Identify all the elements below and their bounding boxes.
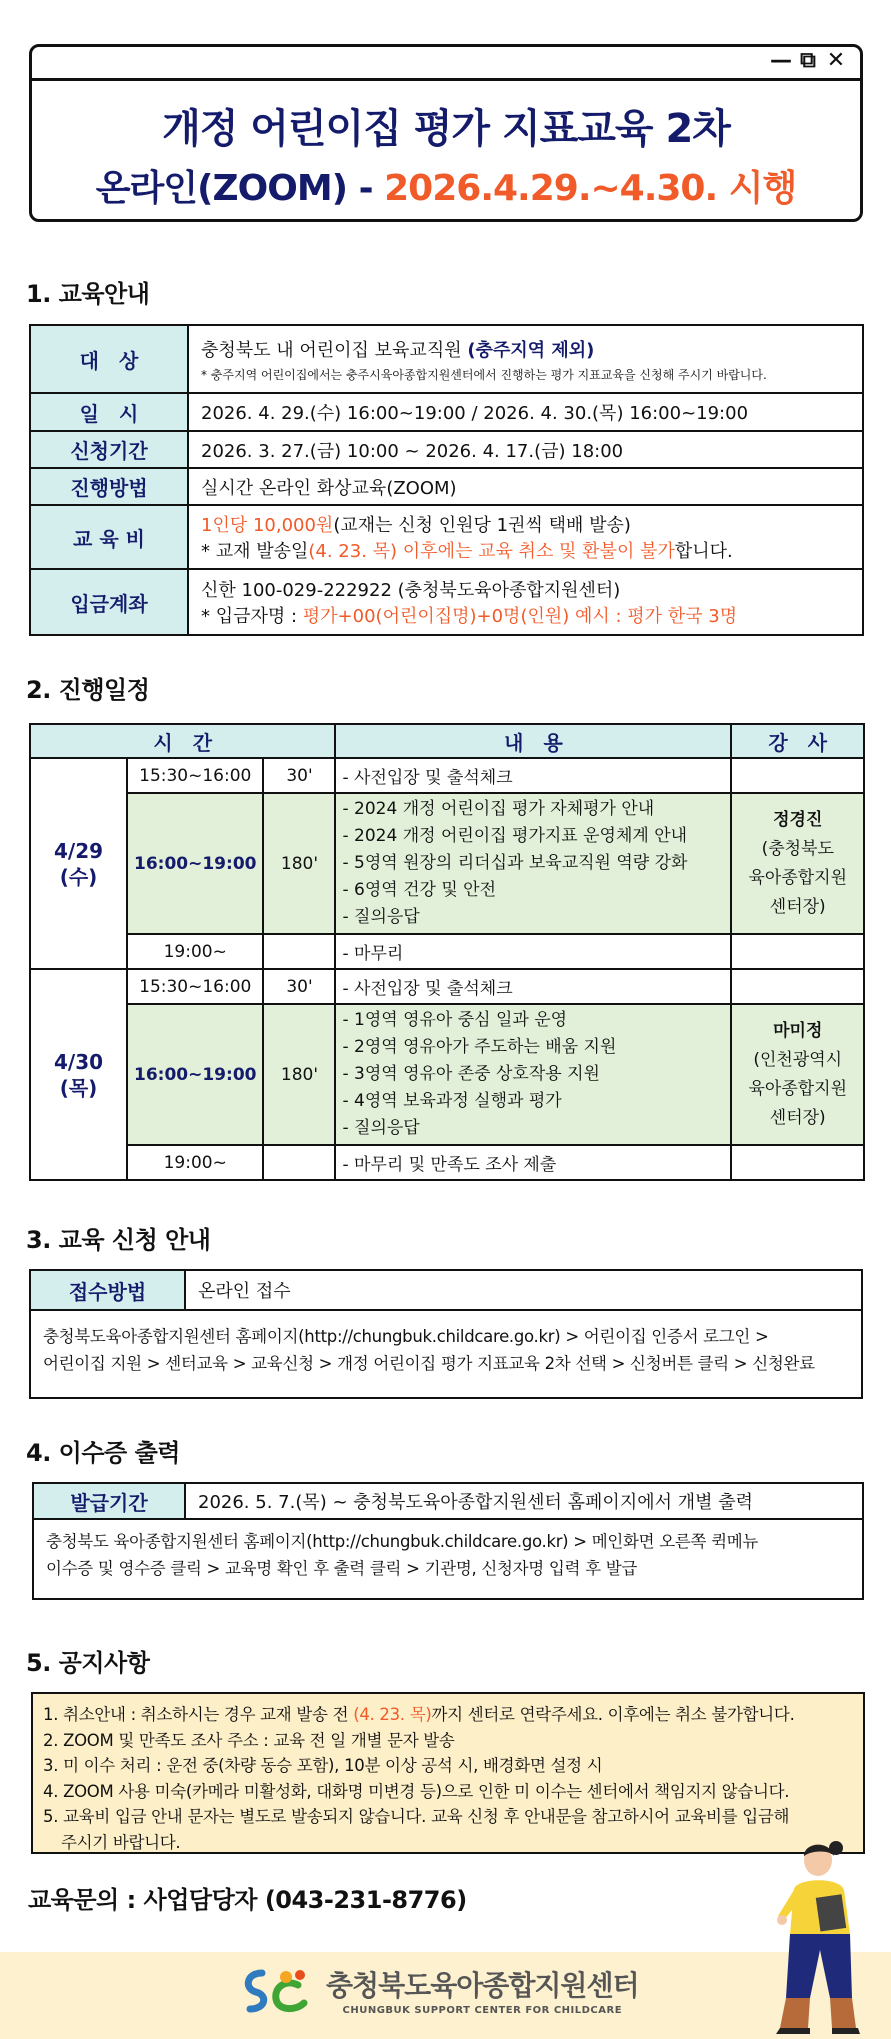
day1-date xyxy=(30,758,127,969)
day2-r1-content: - 사전입장 및 출석체크 xyxy=(335,969,731,1004)
notice-item xyxy=(43,1702,853,1728)
instructor-name: 마미정 xyxy=(773,1020,823,1041)
list-item: - 1영역 영유아 중심 일과 운영 xyxy=(342,1010,568,1030)
page-title: 개정 어린이집 평가 지표교육 2차 xyxy=(162,106,730,152)
section5-heading: 5. 공지사항 xyxy=(26,1649,150,1677)
day1-r1-min: 30' xyxy=(263,758,335,793)
section3-heading: 3. 교육 신청 안내 xyxy=(26,1226,211,1254)
page-subtitle xyxy=(32,160,860,211)
list-item: - 5영역 원장의 리더십과 보육교직원 역량 강화 xyxy=(342,853,688,873)
list-item: - 2024 개정 어린이집 평가지표 운영체계 안내 xyxy=(342,826,688,846)
list-item: - 2024 개정 어린이집 평가 자체평가 안내 xyxy=(342,799,655,819)
notice-1a: 1. 취소안내 : 취소하시는 경우 교재 발송 전 xyxy=(43,1705,354,1724)
certificate-steps-line1: 충청북도 육아종합지원센터 홈페이지(http://chungbuk.childcare.go.kr) > 메인화면 오른쪽 퀵메뉴 xyxy=(46,1532,759,1551)
day1-r1-instructor xyxy=(731,758,864,793)
day2-r1-instructor xyxy=(731,969,864,1004)
day2-r1-time: 15:30~16:00 xyxy=(127,969,263,1004)
day2-date-text: 4/30 xyxy=(53,1049,104,1074)
day2-instructor xyxy=(731,1004,864,1145)
schedule-row xyxy=(30,1145,864,1180)
restore-icon[interactable]: ⧉ xyxy=(800,48,816,73)
notice-item: 5. 교육비 입금 안내 문자는 별도로 발송되지 않습니다. 교육 신청 후 안내문을 참고하시어 교육비를 입금해 xyxy=(43,1807,790,1826)
window-title-bar xyxy=(32,47,860,81)
day2-r3-content: - 마무리 및 만족도 조사 제출 xyxy=(335,1145,731,1180)
day1-weekday: (수) xyxy=(59,864,98,889)
certificate-steps-line2: 이수증 및 영수증 클릭 > 교육명 확인 후 출력 클릭 > 기관명, 신청자명 입력 후 발급 xyxy=(46,1559,637,1578)
info-row-fee xyxy=(30,505,863,569)
list-item: - 질의응답 xyxy=(342,1118,420,1138)
instructor-org: 육아종합지원 xyxy=(748,1078,848,1099)
fee-note-b: (4. 23. 목) 이후에는 교육 취소 및 환불이 불가 xyxy=(308,541,675,562)
day1-r1-content: - 사전입장 및 출석체크 xyxy=(335,758,731,793)
schedule-row xyxy=(30,1004,864,1145)
day2-r2-min: 180' xyxy=(263,1004,335,1145)
fee-note-c: 합니다. xyxy=(674,541,733,562)
education-info-table xyxy=(29,324,864,636)
target-label: 대 상 xyxy=(30,325,188,393)
schedule-row xyxy=(30,758,864,793)
target-note: * 충주지역 어린이집에서는 충주시육아종합지원센터에서 진행하는 평가 지표교육을 신청해 주시기 바랍니다. xyxy=(201,367,767,382)
date-label: 일 시 xyxy=(30,393,188,431)
info-row-target xyxy=(30,325,863,393)
instructor-org: 육아종합지원 xyxy=(748,867,848,888)
header-time: 시 간 xyxy=(30,724,335,758)
day2-r3-time: 19:00~ xyxy=(127,1145,263,1180)
notice-1c: 까지 센터로 연락주세요. 이후에는 취소 불가합니다. xyxy=(431,1705,795,1724)
certificate-value: 2026. 5. 7.(목) ~ 충청북도육아종합지원센터 홈페이지에서 개별 출력 xyxy=(198,1492,753,1513)
schedule-row xyxy=(30,969,864,1004)
apply-value: 2026. 3. 27.(금) 10:00 ~ 2026. 4. 17.(금) 18:00 xyxy=(188,431,863,468)
fee-desc: (교재는 신청 인원당 1권씩 택배 발송) xyxy=(333,515,631,536)
day2-r1-min: 30' xyxy=(263,969,335,1004)
notice-1b: (4. 23. 목) xyxy=(353,1705,432,1724)
list-item: - 6영역 건강 및 안전 xyxy=(342,880,497,900)
day1-r1-time: 15:30~16:00 xyxy=(127,758,263,793)
apply-method-label: 접수방법 xyxy=(31,1271,186,1309)
day2-r2-content xyxy=(335,1004,731,1145)
minimize-icon[interactable]: — xyxy=(770,48,792,73)
fee-note-a: * 교재 발송일 xyxy=(201,541,309,562)
close-icon[interactable]: ✕ xyxy=(826,48,846,73)
target-value xyxy=(188,325,863,393)
day2-r3-instructor xyxy=(731,1145,864,1180)
day1-date-text: 4/29 xyxy=(53,838,104,863)
account-label: 입금계좌 xyxy=(30,569,188,635)
notice-item: 4. ZOOM 사용 미숙(카메라 미활성화, 대화명 미변경 등)으로 인한 미 이수는 센터에서 책임지지 않습니다. xyxy=(43,1781,790,1801)
day2-date xyxy=(30,969,127,1180)
day2-r2-time: 16:00~19:00 xyxy=(127,1004,263,1145)
logo-mark-icon xyxy=(238,1965,316,2015)
apply-method-head xyxy=(31,1271,861,1311)
info-row-apply xyxy=(30,431,863,468)
method-value: 실시간 온라인 화상교육(ZOOM) xyxy=(188,468,863,505)
fee-amount: 1인당 10,000원 xyxy=(201,515,334,536)
day1-r2-time: 16:00~19:00 xyxy=(127,793,263,934)
instructor-name: 정경진 xyxy=(773,809,823,830)
logo-text xyxy=(326,1964,639,2016)
apply-method-box xyxy=(29,1269,863,1399)
day2-weekday: (목) xyxy=(59,1075,98,1100)
subtitle-date: 2026.4.29.~4.30. 시행 xyxy=(384,168,797,209)
fee-label: 교 육 비 xyxy=(30,505,188,569)
day1-r2-content xyxy=(335,793,731,934)
list-item: - 3영역 영유아 존중 상호작용 지원 xyxy=(342,1064,600,1084)
list-item: - 4영역 보육과정 실행과 평가 xyxy=(342,1091,562,1111)
instructor-org: (인천광역시 xyxy=(753,1049,843,1070)
section1-heading: 1. 교육안내 xyxy=(26,280,150,308)
date-value: 2026. 4. 29.(수) 16:00~19:00 / 2026. 4. 30.(목) 16:00~19:00 xyxy=(188,393,863,431)
schedule-table xyxy=(29,723,865,1181)
apply-steps-line1: 충청북도육아종합지원센터 홈페이지(http://chungbuk.childcare.go.kr) > 어린이집 인증서 로그인 > xyxy=(43,1327,769,1346)
certificate-head xyxy=(34,1484,862,1520)
day1-r3-content: - 마무리 xyxy=(335,934,731,969)
instructor-org: (충청북도 xyxy=(761,838,834,859)
instructor-org: 센터장) xyxy=(769,1107,826,1128)
target-value-a: 충청북도 내 어린이집 보육교직원 xyxy=(201,339,468,361)
org-name: 충청북도육아종합지원센터 xyxy=(326,1969,639,2002)
account-note-a: * 입금자명 : xyxy=(201,606,303,627)
window-controls xyxy=(770,48,846,73)
header-content: 내 용 xyxy=(335,724,731,758)
day1-instructor xyxy=(731,793,864,934)
day1-r3-min xyxy=(263,934,335,969)
target-value-b: (충주지역 제외) xyxy=(467,339,595,361)
apply-method-value: 온라인 접수 xyxy=(198,1281,291,1302)
day2-r3-min xyxy=(263,1145,335,1180)
method-label: 진행방법 xyxy=(30,468,188,505)
org-name-en: CHUNGBUK SUPPORT CENTER FOR CHILDCARE xyxy=(342,2005,623,2016)
fee-value xyxy=(188,505,863,569)
subtitle-prefix: 온라인(ZOOM) - xyxy=(95,168,385,209)
title-box xyxy=(29,44,863,222)
apply-steps-line2: 어린이집 지원 > 센터교육 > 교육신청 > 개정 어린이집 평가 지표교육 2차 선택 > 신청버튼 클릭 > 신청완료 xyxy=(43,1354,815,1373)
instructor-org: 센터장) xyxy=(769,896,826,917)
schedule-header-row xyxy=(30,724,864,758)
section4-heading: 4. 이수증 출력 xyxy=(26,1439,180,1467)
footer xyxy=(0,1952,891,2039)
list-item: - 질의응답 xyxy=(342,907,420,927)
schedule-row xyxy=(30,934,864,969)
certificate-box xyxy=(32,1482,864,1600)
notice-item-cont: 주시기 바랍니다. xyxy=(61,1832,181,1852)
section2-heading: 2. 진행일정 xyxy=(26,676,150,704)
day1-r3-instructor xyxy=(731,934,864,969)
day1-r3-time: 19:00~ xyxy=(127,934,263,969)
notice-item: 3. 미 이수 처리 : 운전 중(차량 동승 포함), 10분 이상 공석 시, 배경화면 설정 시 xyxy=(43,1756,603,1775)
notice-box xyxy=(31,1692,865,1854)
info-row-method xyxy=(30,468,863,505)
list-item: - 2영역 영유아가 주도하는 배움 지원 xyxy=(342,1037,617,1057)
day1-r2-min: 180' xyxy=(263,793,335,934)
account-number: 신한 100-029-222922 (충청북도육아종합지원센터) xyxy=(201,580,621,601)
info-row-account xyxy=(30,569,863,635)
info-row-date xyxy=(30,393,863,431)
contact-info: 교육문의 : 사업담당자 (043-231-8776) xyxy=(28,1886,467,1914)
account-value xyxy=(188,569,863,635)
certificate-label: 발급기간 xyxy=(34,1484,186,1518)
person-illustration-icon xyxy=(760,1838,870,2038)
apply-label: 신청기간 xyxy=(30,431,188,468)
certificate-steps xyxy=(34,1520,862,1594)
org-logo xyxy=(238,1964,639,2016)
schedule-row xyxy=(30,793,864,934)
notice-item: 2. ZOOM 및 만족도 조사 주소 : 교육 전 일 개별 문자 발송 xyxy=(43,1730,455,1750)
header-instructor: 강 사 xyxy=(731,724,864,758)
account-note-b: 평가+00(어린이집명)+0명(인원) 예시 : 평가 한국 3명 xyxy=(302,606,738,627)
apply-method-steps xyxy=(31,1311,861,1389)
